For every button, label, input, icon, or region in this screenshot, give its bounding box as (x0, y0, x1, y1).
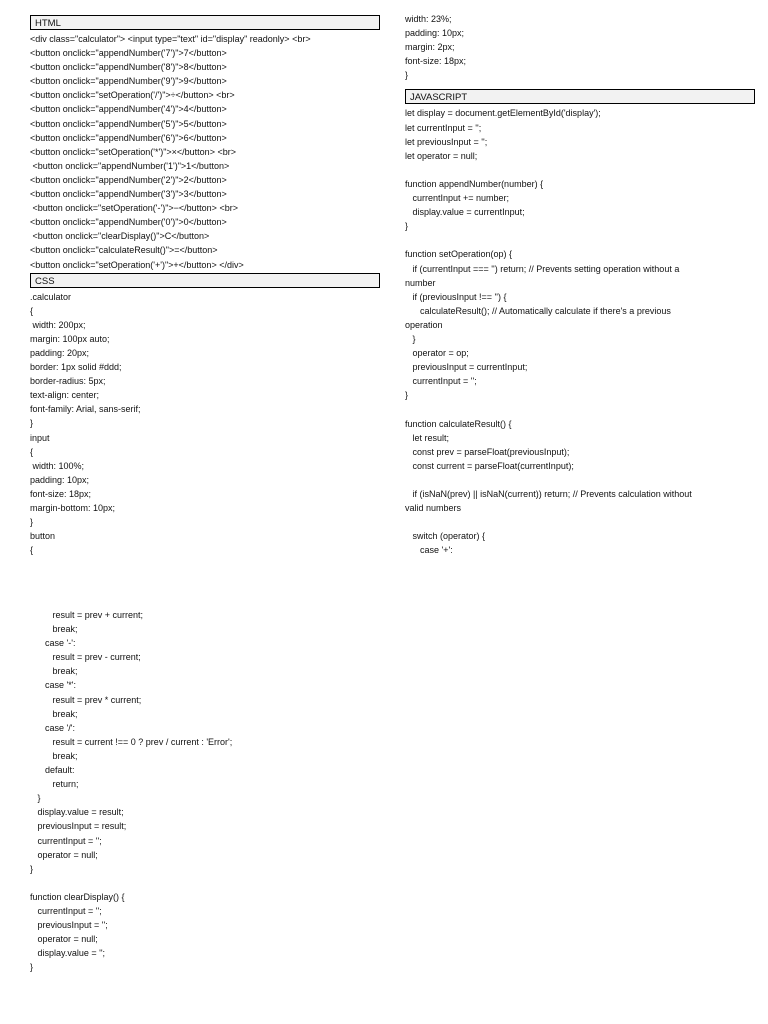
code-line: default: (30, 765, 75, 776)
code-line: case '+': (405, 545, 453, 556)
javascript-code-block (405, 106, 755, 557)
code-line: display.value = result; (30, 807, 124, 818)
css-code-block (30, 290, 380, 558)
code-line: case '*': (30, 680, 76, 691)
code-line: let currentInput = ''; (405, 122, 482, 133)
code-line: <button onclick="setOperation('/')">÷</button> <br> (30, 90, 235, 101)
code-line: currentInput = ''; (405, 376, 477, 387)
code-line: } (405, 390, 409, 401)
code-line: const current = parseFloat(currentInput); (405, 460, 574, 471)
code-line: font-size: 18px; (405, 56, 467, 67)
code-line (405, 473, 755, 487)
code-line: currentInput = ''; (30, 905, 102, 916)
code-line: <button onclick="setOperation('-')">−</button> <br> (30, 203, 238, 214)
code-line (30, 876, 380, 890)
code-line: if (currentInput === '') return; // Prevents setting operation without a (405, 263, 680, 274)
code-line: <button onclick="appendNumber('7')">7</button> (30, 48, 227, 59)
code-line: width: 200px; (30, 319, 86, 330)
code-line (405, 402, 755, 416)
code-line: break; (30, 624, 78, 635)
code-line: { (30, 446, 34, 457)
code-line: operator = op; (405, 348, 469, 359)
code-line: <button onclick="appendNumber('8')">8</button> (30, 62, 227, 73)
code-line: padding: 20px; (30, 347, 90, 358)
code-line: { (30, 305, 34, 316)
code-line: <button onclick="clearDisplay()">C</button> (30, 231, 210, 242)
code-line: border: 1px solid #ddd; (30, 362, 122, 373)
code-line: font-family: Arial, sans-serif; (30, 404, 141, 415)
code-line: <button onclick="appendNumber('1')">1</button> (30, 160, 230, 171)
code-line: } (405, 333, 416, 344)
code-line: } (30, 863, 34, 874)
code-line: { (30, 545, 34, 556)
code-line: button (30, 531, 56, 542)
code-line: break; (30, 750, 78, 761)
code-line: previousInput = currentInput; (405, 362, 528, 373)
code-line: font-size: 18px; (30, 488, 92, 499)
code-line: <button onclick="setOperation('*')">×</button> <br> (30, 146, 236, 157)
code-line: text-align: center; (30, 390, 100, 401)
code-line: function calculateResult() { (405, 418, 512, 429)
html-code-block (30, 32, 380, 272)
code-line: if (previousInput !== '') { (405, 291, 507, 302)
code-line: break; (30, 708, 78, 719)
code-line: <button onclick="appendNumber('6')">6</button> (30, 132, 227, 143)
code-line: result = current !== 0 ? prev / current : 'Error'; (30, 736, 233, 747)
code-line: result = prev + current; (30, 610, 144, 620)
code-line: <button onclick="appendNumber('4')">4</button> (30, 104, 227, 115)
code-line: } (30, 517, 34, 528)
code-line: padding: 10px; (30, 474, 90, 485)
css-section-header: CSS (30, 273, 380, 288)
code-line: } (405, 70, 409, 81)
code-line: currentInput = ''; (30, 835, 102, 846)
code-line: <div class="calculator"> <input type="text" id="display" readonly> <br> (30, 34, 311, 44)
code-line: } (30, 418, 34, 429)
code-line: currentInput += number; (405, 193, 510, 204)
code-line (405, 163, 755, 177)
code-line: } (405, 221, 409, 232)
code-line: } (30, 962, 34, 973)
code-line (405, 233, 755, 247)
code-line: <button onclick="appendNumber('5')">5</button> (30, 118, 227, 129)
code-line: input (30, 432, 50, 443)
code-line: return; (30, 779, 79, 790)
code-line: <button onclick="appendNumber('3')">3</button> (30, 189, 227, 200)
css-continued-block (405, 12, 755, 82)
code-line: let display = document.getElementById('display'); (405, 108, 601, 119)
code-line: let previousInput = ''; (405, 136, 488, 147)
code-line: operation (405, 319, 443, 330)
code-line: <button onclick="appendNumber('0')">0</button> (30, 217, 227, 228)
code-line: function appendNumber(number) { (405, 178, 544, 189)
code-line: let operator = null; (405, 150, 478, 161)
code-line: break; (30, 666, 78, 677)
code-line: if (isNaN(prev) || isNaN(current)) return; // Prevents calculation without (405, 489, 692, 499)
code-line: .calculator (30, 291, 72, 302)
code-line: width: 23%; (405, 14, 452, 24)
code-line: number (405, 277, 436, 288)
code-line: case '-': (30, 638, 76, 649)
code-line: <button onclick="appendNumber('2')">2</button> (30, 174, 227, 185)
code-line: previousInput = ''; (30, 920, 108, 931)
left-column (30, 14, 380, 557)
code-line: operator = null; (30, 849, 98, 860)
code-line: width: 100%; (30, 460, 85, 471)
code-line: margin: 2px; (405, 42, 455, 53)
code-line: margin: 100px auto; (30, 333, 110, 344)
code-line: calculateResult(); // Automatically calculate if there's a previous (405, 305, 671, 316)
code-line: <button onclick="appendNumber('9')">9</button> (30, 76, 227, 87)
code-line: <button onclick="setOperation('+')">+</button> </div> (30, 259, 244, 270)
code-line (405, 515, 755, 529)
code-line: border-radius: 5px; (30, 376, 106, 387)
code-line: result = prev * current; (30, 694, 142, 705)
html-section-header: HTML (30, 15, 380, 30)
code-line: operator = null; (30, 934, 98, 945)
code-line: function setOperation(op) { (405, 249, 513, 260)
code-line: display.value = ''; (30, 948, 106, 959)
code-line: padding: 10px; (405, 28, 465, 39)
code-line: function clearDisplay() { (30, 891, 125, 902)
right-column (405, 12, 755, 557)
code-line: margin-bottom: 10px; (30, 503, 116, 513)
code-line: switch (operator) { (405, 531, 486, 542)
code-line: const prev = parseFloat(previousInput); (405, 446, 570, 457)
code-line: display.value = currentInput; (405, 207, 525, 218)
code-line: result = prev - current; (30, 652, 141, 663)
javascript-section-header: JAVASCRIPT (405, 89, 755, 104)
code-line: case '/': (30, 722, 75, 733)
code-line: valid numbers (405, 503, 462, 514)
javascript-continued-block (30, 608, 380, 974)
code-line: } (30, 793, 41, 804)
code-line: <button onclick="calculateResult()">=</button> (30, 245, 218, 256)
code-line: previousInput = result; (30, 821, 127, 832)
bottom-left-column (30, 608, 380, 974)
code-line: let result; (405, 432, 450, 443)
